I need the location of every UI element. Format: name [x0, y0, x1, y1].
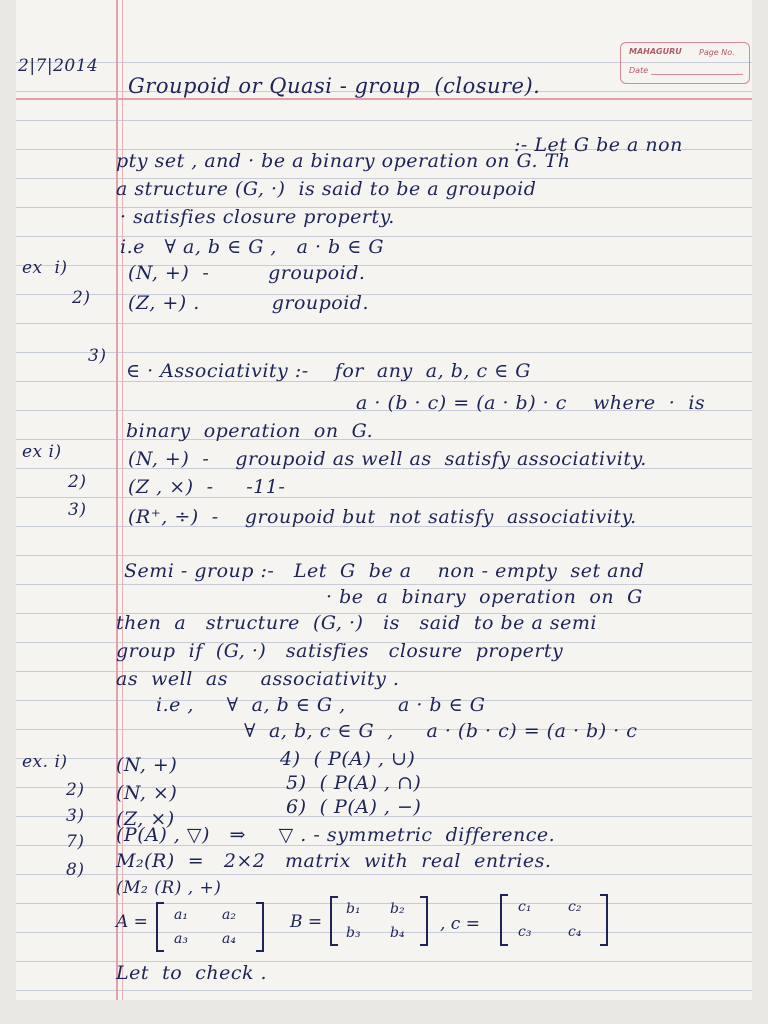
closing-line: Let to check . — [116, 962, 268, 984]
assoc-example-label-1: ex i) — [22, 442, 62, 462]
assoc-example-1: (N, +) - groupoid as well as satisfy associativity. — [128, 448, 647, 470]
semigroup-line-5: as well as associativity . — [116, 668, 400, 690]
semigroup-line-2: · be a binary operation on G — [326, 586, 643, 608]
date-text: 2|7|2014 — [18, 56, 99, 76]
semi-example-4: 4) ( P(A) , ∪) — [280, 748, 416, 770]
example-2: (Z, +) . groupoid. — [128, 292, 370, 314]
definition-line-3: a structure (G, ·) is said to be a groupoid — [116, 178, 537, 200]
header-rule — [16, 98, 752, 100]
semi-example-8b: (M₂ (R) , +) — [116, 878, 222, 898]
date-line — [651, 74, 743, 75]
notebook-page — [16, 0, 752, 1000]
semi-example-label-1: ex. i) — [22, 752, 68, 772]
semi-example-label-7: 7) — [66, 832, 85, 852]
matrix-a-cell: a₄ — [222, 931, 236, 947]
semi-example-6: 6) ( P(A) , −) — [286, 796, 422, 818]
semi-example-1: (N, +) — [116, 754, 178, 776]
semigroup-line-3: then a structure (G, ·) is said to be a semi — [116, 612, 597, 634]
semigroup-line-1: Semi - group :- Let G be a non - empty set and — [124, 560, 645, 582]
matrix-c — [500, 894, 608, 946]
matrix-b — [330, 896, 428, 946]
semi-example-label-3: 3) — [66, 806, 85, 826]
matrix-a-cell: a₂ — [222, 907, 236, 923]
matrix-b-cell: b₃ — [346, 925, 361, 941]
assoc-example-2: (Z , ×) - -11- — [128, 476, 286, 498]
matrix-c-cell: c₁ — [518, 899, 532, 915]
matrix-c-cell: c₃ — [518, 924, 532, 940]
example-label-2: 2) — [72, 288, 91, 308]
matrix-b-cell: b₁ — [346, 901, 361, 917]
example-1: (N, +) - groupoid. — [128, 262, 366, 284]
matrix-a-label: A = — [116, 912, 148, 932]
date-label: Date — [629, 66, 649, 75]
associativity-label: 3) — [88, 346, 107, 366]
definition-line-5: i.e ∀ a, b ∈ G , a · b ∈ G — [120, 236, 385, 258]
example-label-1: ex i) — [22, 258, 68, 278]
page-no-label: Page No. — [699, 48, 735, 57]
matrix-b-cell: b₂ — [390, 901, 405, 917]
matrix-c-label: , c = — [440, 914, 480, 934]
matrix-a-cell: a₁ — [174, 907, 188, 923]
semigroup-line-4: group if (G, ·) satisfies closure property — [116, 640, 564, 662]
semi-example-label-2: 2) — [66, 780, 85, 800]
definition-line-1: :- Let G be a non — [514, 134, 683, 156]
matrix-b-label: B = — [290, 912, 323, 932]
semi-example-label-8: 8) — [66, 860, 85, 880]
semigroup-line-6: i.e , ∀ a, b ∈ G , a · b ∈ G — [156, 694, 486, 716]
semi-example-7: (P(A) , ▽) ⇒ ▽ . - symmetric difference. — [116, 824, 556, 846]
matrix-a — [156, 902, 264, 952]
notebook-brand-box — [620, 42, 750, 84]
assoc-example-label-3: 3) — [68, 500, 87, 520]
definition-line-4: · satisfies closure property. — [120, 206, 395, 228]
brand-name: MAHAGURU — [629, 47, 682, 56]
associativity-line-2: a · (b · c) = (a · b) · c where · is — [356, 392, 706, 414]
matrix-b-cell: b₄ — [390, 925, 405, 941]
matrix-c-cell: c₂ — [568, 899, 582, 915]
semi-example-5: 5) ( P(A) , ∩) — [286, 772, 422, 794]
page-title: Groupoid or Quasi - group (closure). — [128, 74, 541, 98]
assoc-example-3: (R⁺, ÷) - groupoid but not satisfy associativity. — [128, 506, 637, 528]
definition-line-2: pty set , and · be a binary operation on G. Th — [116, 150, 571, 172]
assoc-example-label-2: 2) — [68, 472, 87, 492]
semi-example-2: (N, ×) — [116, 782, 178, 804]
associativity-line-1: ∈ · Associativity :- for any a, b, c ∈ G — [126, 360, 531, 382]
semigroup-line-7: ∀ a, b, c ∈ G , a · (b · c) = (a · b) · c — [244, 720, 638, 742]
matrix-a-cell: a₃ — [174, 931, 188, 947]
matrix-c-cell: c₄ — [568, 924, 582, 940]
semi-example-3: (Z, ×) — [116, 808, 175, 830]
associativity-line-3: binary operation on G. — [126, 420, 374, 442]
semi-example-8: M₂(R) = 2×2 matrix with real entries. — [116, 850, 552, 872]
